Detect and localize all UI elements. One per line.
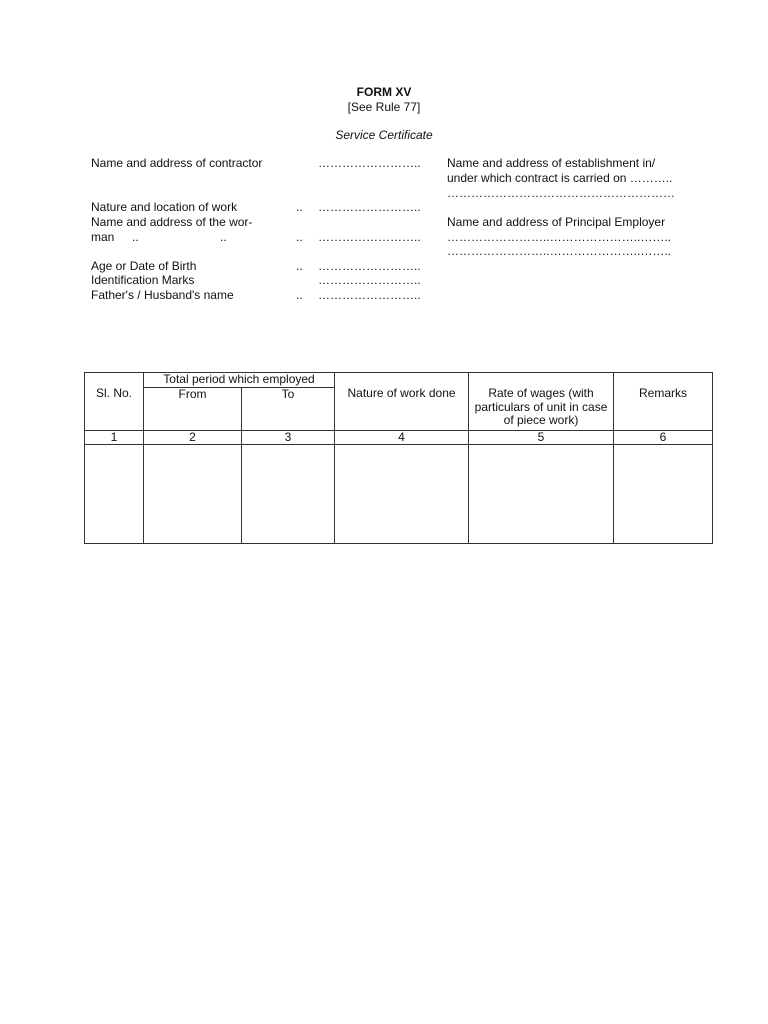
column-number: 3 bbox=[242, 430, 335, 445]
workman-sep-a: .. bbox=[132, 230, 139, 244]
header-rate-of-wages: Rate of wages (with particulars of unit in case of piece work) bbox=[469, 387, 614, 430]
establishment-dots: ………………………………………………… bbox=[447, 186, 675, 200]
workman-label-2: man bbox=[91, 230, 115, 244]
header-from: From bbox=[144, 387, 242, 430]
table-row bbox=[85, 445, 713, 544]
table-header-row bbox=[85, 387, 713, 430]
table-cell-remarks[interactable] bbox=[614, 445, 713, 544]
header-cell-empty bbox=[85, 373, 144, 388]
age-dots: …………………….. bbox=[318, 259, 421, 273]
principal-employer-dots-1: ……………………..…………………..…….. bbox=[447, 230, 672, 244]
age-sep: .. bbox=[296, 259, 303, 273]
principal-employer-label: Name and address of Principal Employer bbox=[447, 215, 666, 229]
nature-sep: .. bbox=[296, 200, 303, 214]
table-cell-to[interactable] bbox=[242, 445, 335, 544]
column-number: 2 bbox=[144, 430, 242, 445]
contractor-label: Name and address of contractor bbox=[91, 156, 263, 170]
table-cell-sl-no[interactable] bbox=[85, 445, 144, 544]
header-cell-empty bbox=[614, 373, 713, 388]
column-number: 4 bbox=[335, 430, 469, 445]
nature-dots: …………………….. bbox=[318, 200, 421, 214]
header-cell-empty bbox=[335, 373, 469, 388]
establishment-label-1: Name and address of establishment in/ bbox=[447, 156, 656, 170]
workman-label-1: Name and address of the wor- bbox=[91, 215, 253, 229]
father-husband-dots: …………………….. bbox=[318, 288, 421, 302]
header-sl-no: Sl. No. bbox=[85, 387, 144, 430]
column-number: 5 bbox=[469, 430, 614, 445]
identification-dots: …………………….. bbox=[318, 273, 421, 287]
table-cell-from[interactable] bbox=[144, 445, 242, 544]
father-husband-sep: .. bbox=[296, 288, 303, 302]
certificate-title: Service Certificate bbox=[335, 128, 433, 142]
form-title: FORM XV bbox=[356, 85, 412, 99]
identification-label: Identification Marks bbox=[91, 273, 195, 287]
workman-sep-c: .. bbox=[296, 230, 303, 244]
header-to: To bbox=[242, 387, 335, 430]
form-rule: [See Rule 77] bbox=[347, 100, 421, 114]
age-label: Age or Date of Birth bbox=[91, 259, 197, 273]
header-total-period: Total period which employed bbox=[144, 373, 335, 388]
header-nature-of-work: Nature of work done bbox=[335, 387, 469, 430]
principal-employer-dots-2: ……………………..…………………..…….. bbox=[447, 244, 672, 258]
service-table bbox=[84, 372, 713, 544]
table-cell-rate[interactable] bbox=[469, 445, 614, 544]
header-remarks: Remarks bbox=[614, 387, 713, 430]
column-number: 6 bbox=[614, 430, 713, 445]
father-husband-label: Father's / Husband's name bbox=[91, 288, 234, 302]
table-cell-nature[interactable] bbox=[335, 445, 469, 544]
column-number: 1 bbox=[85, 430, 144, 445]
workman-dots: …………………….. bbox=[318, 230, 421, 244]
table-number-row bbox=[85, 430, 713, 445]
table-group-header-row bbox=[85, 373, 713, 388]
nature-label: Nature and location of work bbox=[91, 200, 238, 214]
workman-sep-b: .. bbox=[220, 230, 227, 244]
contractor-dots: …………………….. bbox=[318, 156, 421, 170]
header-cell-empty bbox=[469, 373, 614, 388]
establishment-label-2: under which contract is carried on ……….. bbox=[447, 171, 673, 185]
